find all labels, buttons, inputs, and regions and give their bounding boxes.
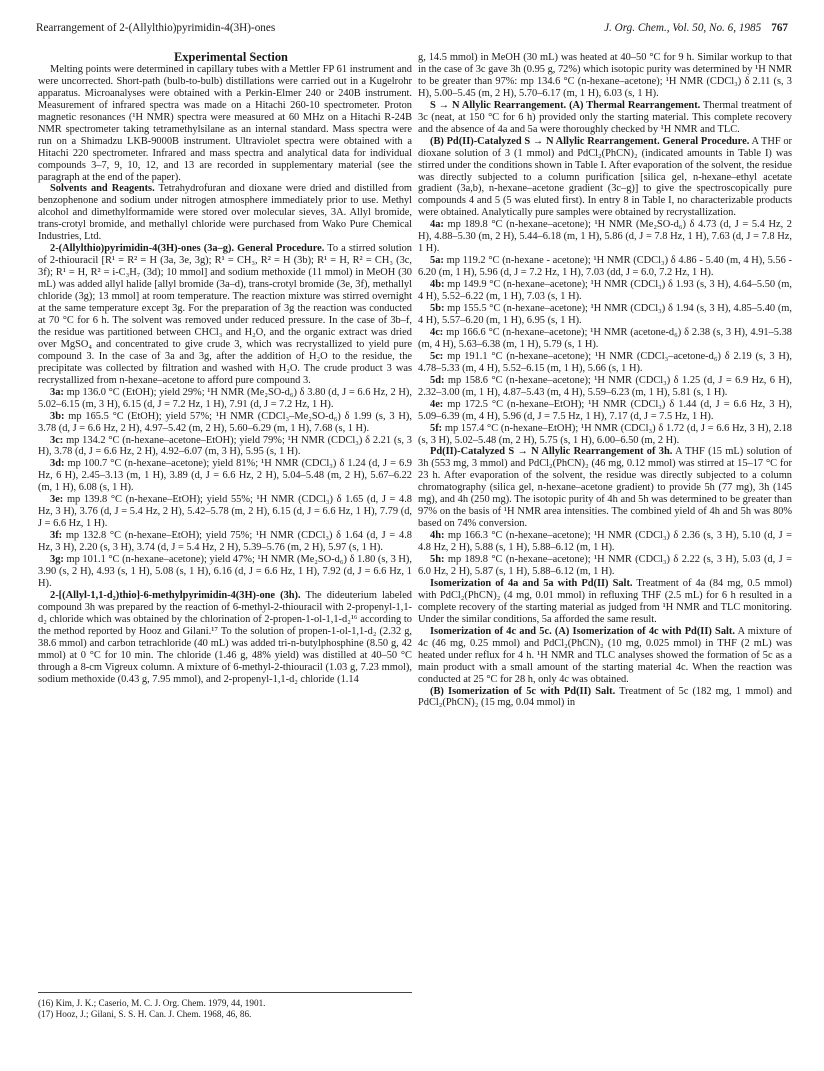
footnote-rule [38, 992, 412, 993]
paragraph-text: mp 191.1 °C (n-hexane–acetone); ¹H NMR (CDCl₃–acetone-d₆) δ 2.19 (s, 3 H), 4.78–5.33 (m, 4 H), 5.52–6.15 (m, 1 H), 5.66 (s, 1 H). [418, 350, 792, 374]
paragraph-lead: 3b: [50, 410, 65, 422]
paragraph-lead: S → N Allylic Rearrangement. (A) Thermal Rearrangement. [430, 99, 701, 111]
paragraph-lead: Solvents and Reagents. [50, 183, 155, 195]
paragraph [418, 52, 792, 100]
paragraph-text: mp 101.1 °C (n-hexane–acetone); yield 47%; ¹H NMR (Me₂SO-d₆) δ 1.80 (s, 3 H), 3.90 (s, 2 H), 4.93 (s, 1 H), 5.08 (s, 1 H), 6.16 (d, J = 6.6 Hz, 1 H), 7.92 (d, J = 6.6 Hz, 1 H). [38, 554, 412, 589]
paragraph-text: mp 155.5 °C (n-hexane–acetone); ¹H NMR (CDCl₃) δ 1.94 (s, 3 H), 4.85–5.40 (m, 4 H), 5.57–6.20 (m, 1 H), 6.95 (s, 1 H). [418, 303, 792, 326]
paragraph-lead: 3a: [50, 386, 64, 398]
paragraph [38, 494, 412, 530]
paragraph [38, 64, 412, 184]
paragraph [418, 399, 792, 423]
paragraph-lead: Pd(II)-Catalyzed S → N Allylic Rearrangement of 3h. [430, 446, 673, 458]
paragraph-text: The dideuterium labeled compound 3h was prepared by the reaction of 6-methyl-2-thiouracil with 2-propenyl-1,1-d₂ chloride which was obtained by the chlorination of 2-propen-1-ol-1,1-d₂¹⁶ according to the method reported by Hooz and Gilani.¹⁷ To the solution of propen-1-ol-1,1-d₂ (2.32 g, 38.6 mmol) and carbon tetrachloride (40 mL) was added tri-n-butylphosphine (8.50 g, 42 mmol) at 0 °C for 10 min. The chloride (1.46 g, 48% yield) was distilled at 40–50 °C through a 8-cm Vigreux column. A mixture of 6-methyl-2-thiouracil (1.03 g, 7.23 mmol), sodium methoxide (0.43 g, 7.95 mmol), and 2-propenyl-1,1-d₂ chloride (1.14 [38, 589, 412, 685]
paragraph-text: mp 189.8 °C (n-hexane–acetone); ¹H NMR (Me₂SO-d₆) δ 4.73 (d, J = 5.4 Hz, 2 H), 4.88–5.30 (m, 2 H), 5.44–6.18 (m, 1 H), 5.86 (d, J = 7.8 Hz, 1 H), 7.63 (d, J = 7.8 Hz, 1 H). [418, 219, 792, 255]
footnote-16: (16) Kim, J. K.; Caserio, M. C. J. Org. Chem. 1979, 44, 1901. [38, 998, 266, 1008]
paragraph-text: mp 132.8 °C (n-hexane–EtOH); yield 75%; ¹H NMR (CDCl₃) δ 1.64 (d, J = 4.8 Hz, 3 H), 2.20 (s, 3 H), 3.74 (d, J = 5.4 Hz, 2 H), 5.39–5.76 (m, 2 H), 5.97 (s, 1 H). [38, 530, 412, 554]
paragraph-lead: Isomerization of 4a and 5a with Pd(II) Salt. [430, 577, 633, 589]
running-header [36, 22, 788, 38]
paragraph-lead: 5d: [430, 374, 445, 386]
paragraph-lead: 5c: [430, 350, 444, 362]
paragraph-text: mp 166.3 °C (n-hexane–acetone); ¹H NMR (CDCl₃) δ 2.36 (s, 3 H), 5.10 (d, J = 4.8 Hz, 2 H), 5.88 (s, 1 H), 5.88–6.12 (m, 1 H). [418, 530, 792, 554]
paragraph [418, 578, 792, 626]
paragraph-lead: 3f: [50, 530, 63, 542]
paragraph-text: A THF (15 mL) solution of 3h (553 mg, 3 mmol) and PdCl₂(PhCN)₂ (46 mg, 0.12 mmol) was stirred at 15–17 °C for 23 h. After evaporation of the solvent, the residue was directly subjected to a column chromatography (silica gel, n-hexane–acetone gradient) to provide 5h (77 mg), 3h (145 mg), and 4h (250 mg). The isotopic purity of 4h and 5h was determined to be greater than 97% on the basis of ¹H NMR area intensities. The combined yield of 4h and 5h was 80% based on 74% conversion. [418, 446, 792, 530]
paragraph [38, 554, 412, 590]
paragraph [38, 183, 412, 243]
paragraph [418, 686, 792, 710]
paragraph-lead: 3g: [50, 554, 64, 566]
paragraph [38, 243, 412, 386]
paragraph [418, 554, 792, 578]
section-title: Experimental Section [174, 50, 288, 64]
paragraph [418, 136, 792, 220]
paragraph [418, 327, 792, 351]
paragraph [418, 423, 792, 447]
paragraph-text: mp 100.7 °C (n-hexane–acetone); yield 81%; ¹H NMR (CDCl₃) δ 1.24 (d, J = 6.9 Hz, 6 H), 2.45–3.13 (m, 1 H), 3.89 (d, J = 6.6 Hz, 2 H), 5.04–5.48 (m, 2 H), 5.67–6.22 (m, 1 H), 6.08 (s, 1 H). [38, 458, 412, 494]
paragraph-text: mp 119.2 °C (n-hexane - acetone); ¹H NMR (CDCl₃) δ 4.86 - 5.40 (m, 4 H), 5.56 - 6.20 (m, 1 H), 5.96 (d, J = 7.2 Hz, 1 H), 7.03 (dd, J = 6.0, 7.2 Hz, 1 H). [418, 255, 792, 279]
paragraph-text: mp 165.5 °C (EtOH); yield 57%; ¹H NMR (CDCl₃–Me₂SO-d₆) δ 1.99 (s, 3 H), 3.78 (d, J = 6.6 Hz, 2 H), 4.97–5.42 (m, 2 H), 5.60–6.29 (m, 1 H), 7.68 (s, 1 H). [38, 410, 412, 434]
journal-name: J. Org. Chem., Vol. 50, No. 6, 1985 [604, 22, 762, 34]
paragraph-lead: 3d: [50, 458, 65, 470]
paragraph-text: mp 149.9 °C (n-hexane–acetone); ¹H NMR (CDCl₃) δ 1.93 (s, 3 H), 4.64–5.50 (m, 4 H), 5.52–6.22 (m, 1 H), 7.03 (s, 1 H). [418, 279, 792, 303]
paragraph-text: mp 139.8 °C (n-hexane–EtOH); yield 55%; ¹H NMR (CDCl₃) δ 1.65 (d, J = 4.8 Hz, 3 H), 3.76 (d, J = 5.4 Hz, 2 H), 5.42–5.78 (m, 2 H), 6.15 (d, J = 6.6 Hz, 1 H), 7.79 (d, J = 6.6 Hz, 1 H). [38, 494, 413, 530]
paragraph-lead: 3e: [50, 494, 64, 506]
paragraph [418, 219, 792, 255]
footnote-17: (17) Hooz, J.; Gilani, S. S. H. Can. J. Chem. 1968, 46, 86. [38, 1009, 252, 1019]
paragraph [418, 626, 792, 686]
paragraph-text: mp 136.0 °C (EtOH); yield 29%; ¹H NMR (Me₂SO-d₆) δ 3.80 (d, J = 6.6 Hz, 2 H), 5.02–6.15 (m, 3 H), 6.15 (d, J = 7.2 Hz, 1 H), 7.91 (d, J = 7.2 Hz, 1 H). [38, 386, 412, 410]
paragraph-lead: 5h: [430, 554, 445, 566]
paragraph-lead: (B) Isomerization of 5c with Pd(II) Salt. [430, 685, 616, 697]
paragraph [38, 458, 412, 494]
paragraph-lead: 2-[(Allyl-1,1-d₂)thio]-6-methylpyrimidin-4(3H)-one (3h). [50, 589, 301, 601]
paragraph-lead: 4b: [430, 279, 445, 291]
paragraph-lead: 4c: [430, 326, 444, 338]
paragraph [38, 411, 412, 435]
paragraph [418, 279, 792, 303]
paragraph [38, 590, 412, 686]
right-column [418, 52, 792, 709]
journal-citation [604, 22, 788, 34]
paragraph [418, 303, 792, 327]
footnotes [38, 992, 412, 1020]
paragraph [418, 530, 792, 554]
paragraph-lead: 3c: [50, 434, 64, 446]
paragraph [418, 375, 792, 399]
paragraph [38, 387, 412, 411]
paragraph-text: Thermal treatment of 3c (neat, at 150 °C for 6 h) provided only the starting material. This complete recovery and the absence of 4a and 5a were thoroughly checked by ¹H NMR and TLC. [418, 99, 793, 135]
paragraph [418, 100, 792, 136]
paragraph-text: mp 172.5 °C (n-hexane–EtOH); ¹H NMR (CDCl₃) δ 1.44 (d, J = 6.6 Hz, 3 H), 5.09–6.39 (m, 4 H), 5.96 (d, J = 7.5 Hz, 1 H), 7.17 (d, J = 7.5 Hz, 1 H). [418, 398, 792, 422]
paragraph [418, 255, 792, 279]
paragraph-text: A THF or dioxane solution of 3 (1 mmol) and PdCl₂(PhCN)₂ (indicated amounts in Table I) was stirred under the conditions shown in Table I. After evaporation of the solvent, the residue was directly subjected to a column purification [silica gel, n-hexane–ethyl acetate gradient (3a,b), n-hexane–acetone gradient (3c–g)] to give the spectroscopically pure compounds 4 and 5 (5 was eluted first). In entry 8 in Table I, no characterizable products were obtained. Analytically pure samples were obtained by recrystallization. [418, 135, 793, 219]
paragraph-text: mp 158.6 °C (n-hexane–acetone); ¹H NMR (CDCl₃) δ 1.25 (d, J = 6.9 Hz, 6 H), 2.32–3.00 (m, 1 H), 4.87–5.43 (m, 4 H), 5.59–6.23 (m, 1 H), 5.81 (s, 1 H). [418, 374, 792, 398]
paragraph-text: mp 166.6 °C (n-hexane–acetone); ¹H NMR (acetone-d₆) δ 2.38 (s, 3 H), 4.91–5.38 (m, 4 H), 5.63–6.38 (m, 1 H), 5.79 (s, 1 H). [418, 326, 792, 350]
paragraph-text: Treatment of 4a (84 mg, 0.5 mmol) with PdCl₂(PhCN)₂ (4 mg, 0.01 mmol) in refluxing THF (2.5 mL) for 6 h resulted in a complete recovery of the starting material as judged from ¹H NMR and TLC monitoring. Under the similar conditions, 5a afforded the same result. [418, 577, 792, 625]
running-title: Rearrangement of 2-(Allylthio)pyrimidin-4(3H)-ones [36, 22, 276, 34]
paragraph-text: Tetrahydrofuran and dioxane were dried and distilled from benzophenone and sodium under nitrogen atmosphere immediately prior to use. Methyl alcohol and dimethylformamide were stored over molecular sieves, 3A. Allyl bromide, trans-crotyl bromide, and methallyl chloride were purchased from Wako Pure Chemical Industries, Ltd. [38, 183, 412, 243]
paragraph-text: g, 14.5 mmol) in MeOH (30 mL) was heated at 40–50 °C for 9 h. Similar workup to that in the case of 3c gave 3h (0.95 g, 72%) which isotopic purity was determined by ¹H NMR to be greater than 97%: mp 134.6 °C (n-hexane–acetone); ¹H NMR (CDCl₃) δ 2.11 (s, 3 H), 5.00–5.45 (m, 2 H), 5.70–6.17 (m, 1 H), 6.03 (s, 1 H). [418, 52, 792, 99]
paragraph-lead: 5a: [430, 255, 444, 267]
paragraph-lead: 4a: [430, 219, 444, 231]
paragraph-lead: Isomerization of 4c and 5c. (A) Isomerization of 4c with Pd(II) Salt. [430, 625, 735, 637]
paragraph [418, 351, 792, 375]
paragraph-text: Treatment of 5c (182 mg, 1 mmol) and PdCl₂(PhCN)₂ (15 mg, 0.04 mmol) in [418, 685, 792, 709]
paragraph-text: A mixture of 4c (46 mg, 0.25 mmol) and PdCl₂(PhCN)₂ (10 mg, 0.025 mmol) in THF (2 mL) was heated under reflux for 4 h. ¹H NMR and TLC analyses showed the formation of 5c as a main product with a small amount of the starting material 4c. When the reaction was conducted at 25 °C for 28 h, only 4c was obtained. [418, 625, 792, 685]
paragraph-lead: 5b: [430, 303, 445, 315]
paragraph [38, 435, 412, 459]
paragraph-text: mp 134.2 °C (n-hexane–acetone–EtOH); yield 79%; ¹H NMR (CDCl₃) δ 2.21 (s, 3 H), 3.78 (d, J = 6.6 Hz, 2 H), 4.92–6.07 (m, 3 H), 5.95 (s, 1 H). [38, 434, 412, 458]
paragraph-lead: 5f: [430, 422, 443, 434]
page-number: 767 [771, 22, 788, 34]
paragraph [38, 530, 412, 554]
paragraph-lead: 4e: [430, 398, 444, 410]
paragraph-lead: 4h: [430, 530, 445, 542]
left-column [38, 52, 412, 686]
paragraph-text: mp 189.8 °C (n-hexane–acetone); ¹H NMR (CDCl₃) δ 2.22 (s, 3 H), 5.03 (d, J = 6.0 Hz, 2 H), 5.87 (s, 1 H), 5.88–6.12 (m, 1 H). [418, 554, 792, 577]
paragraph-text: Melting points were determined in capillary tubes with a Mettler FP 61 instrument and were uncorrected. Short-path (bulb-to-bulb) distillations were carried out in a Kugelrohr apparatus. Microanalyses were obtained with a Perkin-Elmer 240 or 240B instrument. Measurement of infrared spectra was made on a Hitachi 260-10 spectrometer. Proton magnetic resonances (¹H NMR) spectra were measured at 60 MHz on a Hitachi R-24B NMR spectrometer taking tetramethylsilane as an internal standard. Mass spectra were run on a Shimadzu LKB-9000B instrument. Ultraviolet spectra were obtained with a Hitachi 220 spectrometer. Infrared and mass spectra and analytical data for individual compounds 3–7, 9, 10, 12, and 13 are recorded in supplementary material (see the paragraph at the end of the paper). [38, 63, 412, 183]
paragraph-text: To a stirred solution of 2-thiouracil [R¹ = R² = H (3a, 3e, 3g); R¹ = CH₃, R² = H (3b); R¹ = H, R² = CH₃ (3c, 3f); R¹ = H, R² = i-C₃H₇ (3d); 10 mmol] and sodium methoxide (11 mmol) in MeOH (30 mL) was added allyl halide [allyl bromide (3a–d), trans-crotyl bromide (3e, 3f), methallyl chloride (3g); 13 mmol] at room temperature. The reaction mixture was stirred overnight at the same temperature except 3g. For the preparation of 3g the reaction was conducted at 70 °C for 6 h. The solvent was removed under reduced pressure. In the case of 3b–f, the residue was partitioned between CHCl₃ and H₂O, and the organic extract was dried over MgSO₄ and concentrated to give crude 3, which was recrystallized to yield pure compound 3. In the case of 3a and 3g, after the addition of H₂O to the residue, the precipitate was collected by filtration and washed with H₂O. The crude product 3 was recrystallized from n-hexane–acetone to afford pure compound 3. [38, 243, 412, 386]
paragraph-lead: (B) Pd(II)-Catalyzed S → N Allylic Rearrangement. General Procedure. [430, 135, 750, 147]
paragraph-lead: 2-(Allylthio)pyrimidin-4(3H)-ones (3a–g). General Procedure. [50, 243, 325, 255]
paragraph-text: mp 157.4 °C (n-hexane–EtOH); ¹H NMR (CDCl₃) δ 1.72 (d, J = 6.6 Hz, 3 H), 2.18 (s, 3 H), 5.02–5.48 (m, 2 H), 5.75 (s, 1 H), 6.00–6.50 (m, 2 H). [418, 422, 792, 446]
paragraph [418, 446, 792, 530]
